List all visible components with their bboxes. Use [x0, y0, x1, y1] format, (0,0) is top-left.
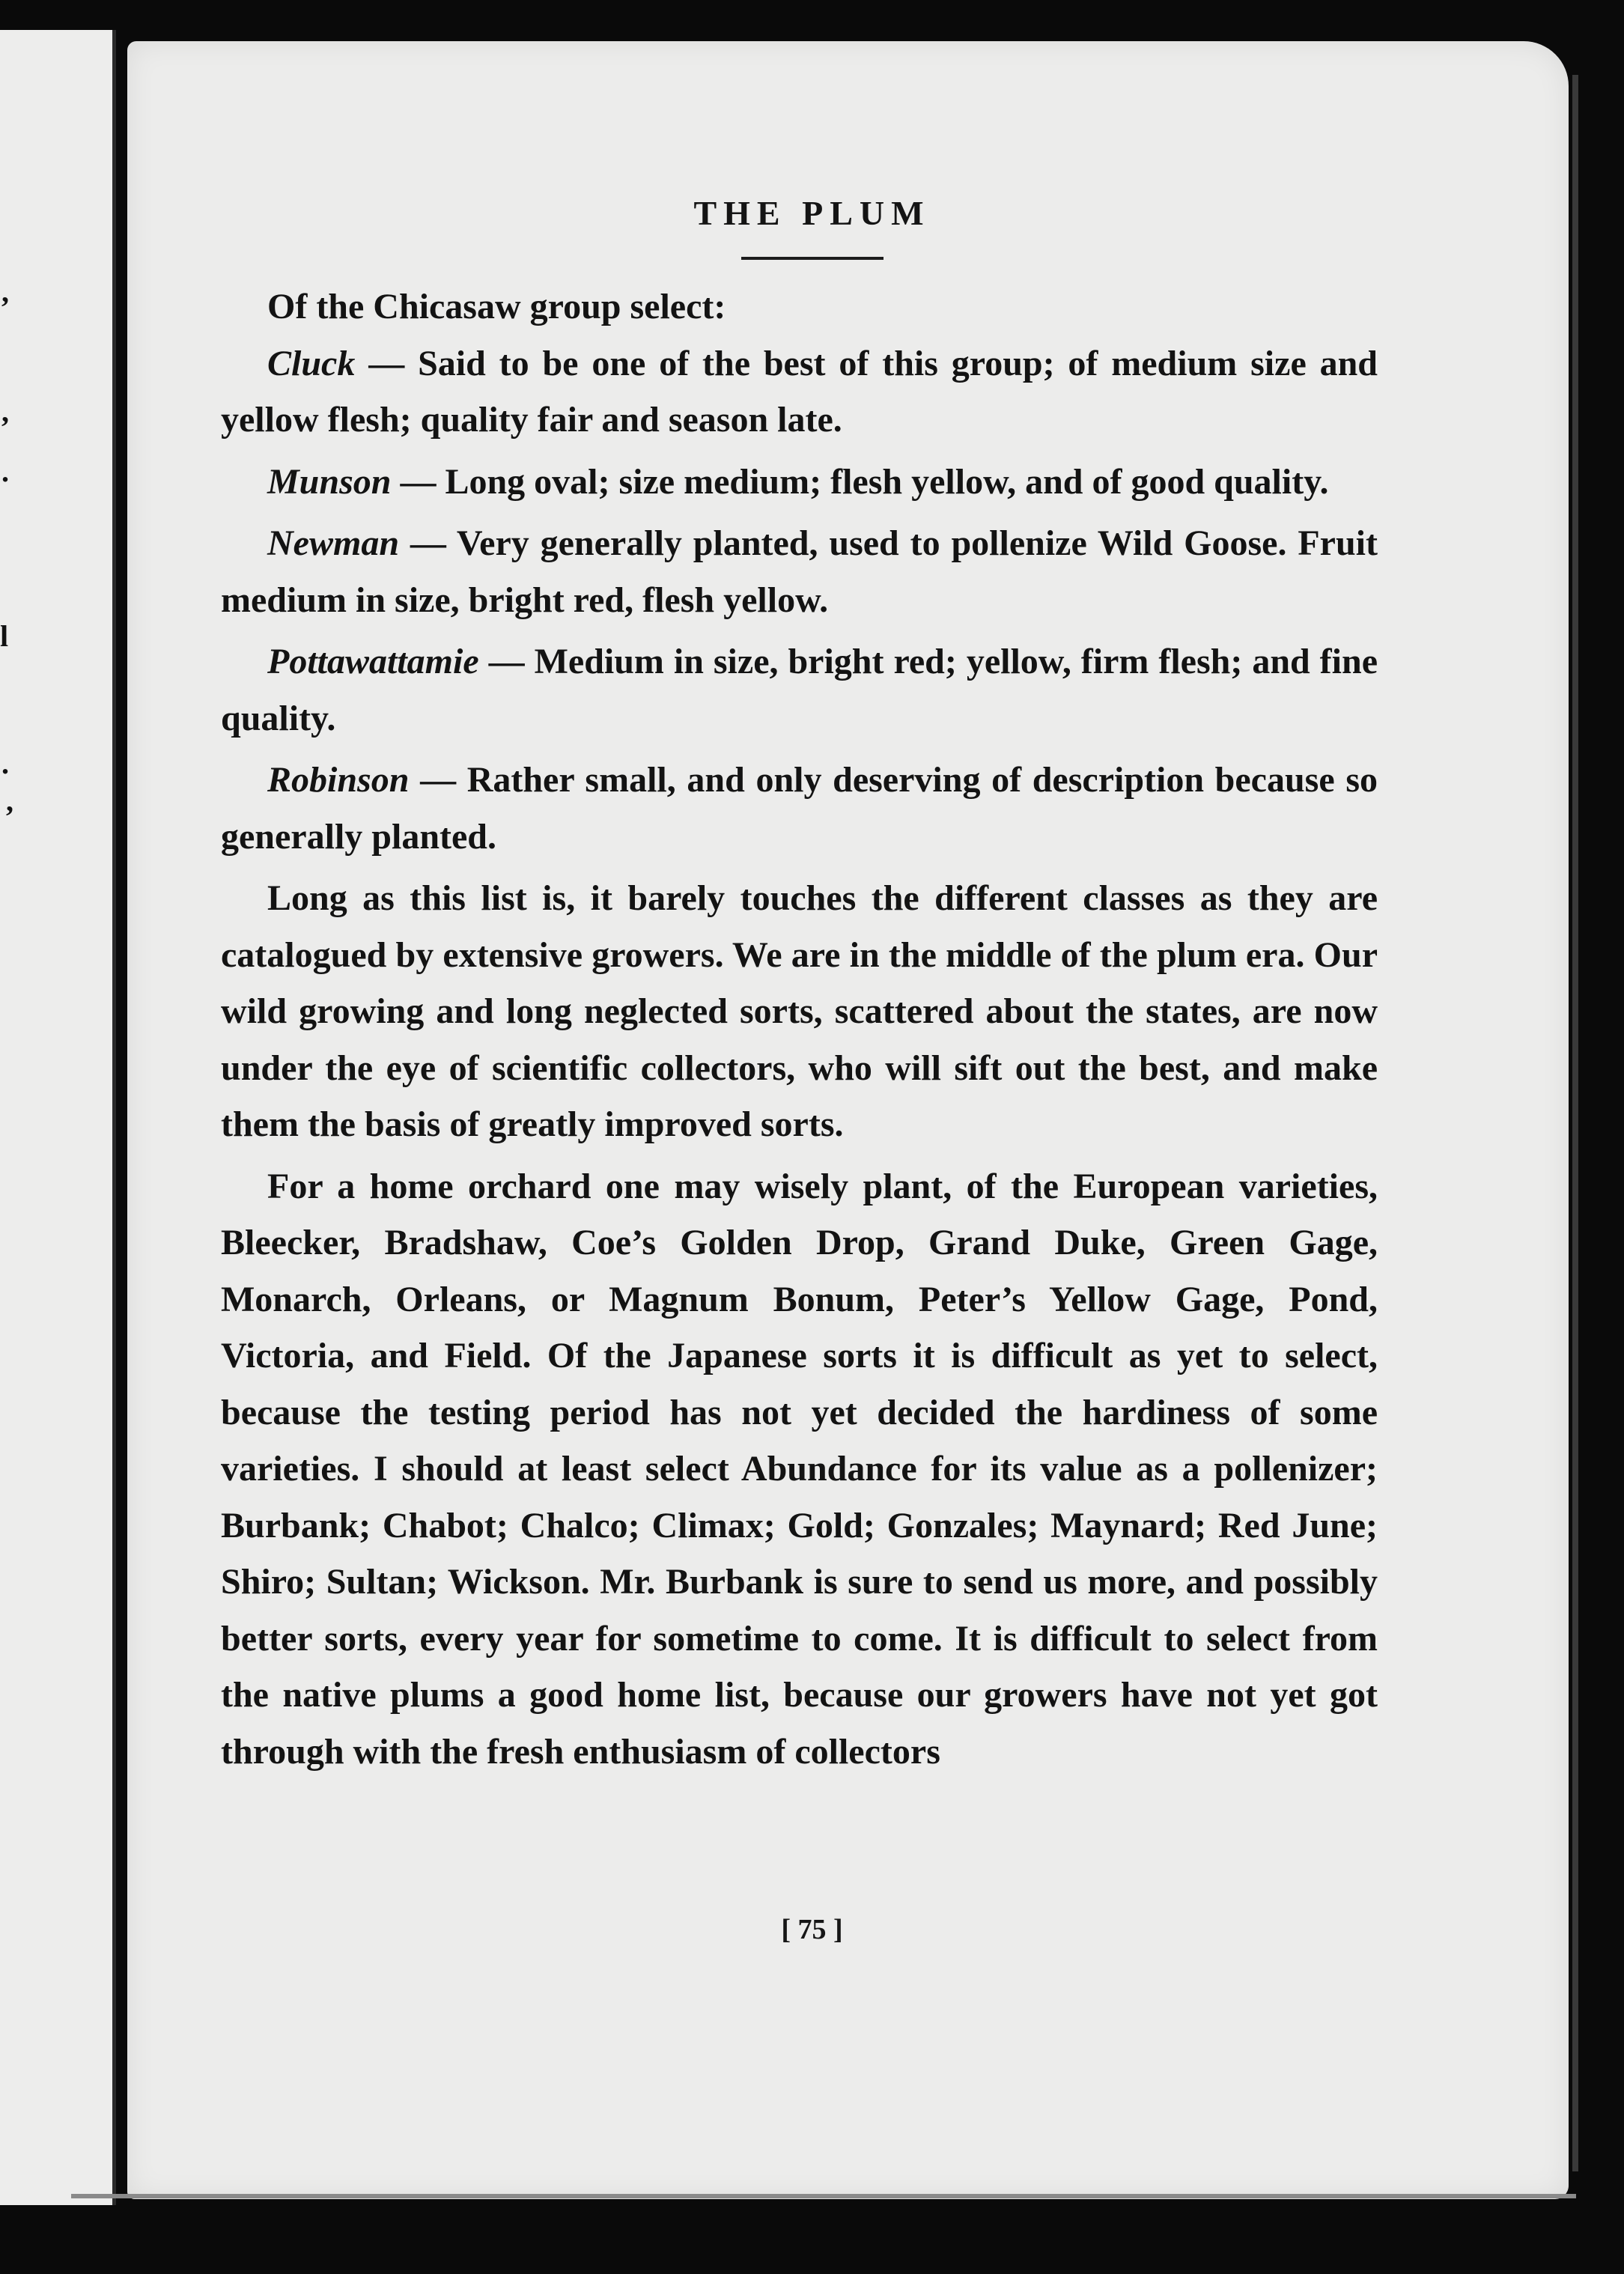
facing-page-mark: ,	[1, 395, 9, 428]
paragraph-text: — Very generally planted, used to pollenize Wild Goose. Fruit medium in size, bright red, flesh yellow.	[221, 523, 1378, 620]
paragraph-pottawattamie	[221, 633, 1378, 747]
running-head: THE PLUM	[693, 194, 931, 232]
paragraph-text: — Medium in size, bright red; yellow, firm flesh; and fine quality.	[221, 642, 1378, 738]
variety-name: Cluck	[267, 343, 356, 383]
variety-name: Pottawattamie	[267, 642, 479, 681]
variety-name: Newman	[267, 523, 400, 563]
variety-name: Munson	[267, 461, 392, 502]
paragraph-munson	[221, 454, 1378, 511]
paragraph-text: — Said to be one of the best of this group; of medium size and yellow flesh; quality fair and season late.	[221, 343, 1378, 440]
paragraph-robinson	[221, 752, 1378, 865]
paragraph-newman	[221, 515, 1378, 628]
facing-page-mark: l	[0, 619, 9, 653]
paragraph-long-as	[221, 870, 1378, 1153]
page-bottom-edge	[71, 2194, 1576, 2198]
paragraph-cluck	[221, 335, 1378, 449]
variety-name: Robinson	[267, 760, 410, 800]
paragraph-intro	[221, 279, 1378, 335]
head-rule	[741, 257, 884, 260]
paragraph-home-orchard	[221, 1158, 1378, 1781]
paragraph-text: — Rather small, and only deserving of description because so generally planted.	[221, 760, 1378, 857]
facing-page-mark: ,	[1, 275, 9, 308]
facing-page-mark: ,	[6, 784, 13, 818]
page-number: [ 75 ]	[781, 1914, 843, 1945]
paragraph-text: For a home orchard one may wisely plant, of the European varieties, Bleecker, Bradshaw, Coe’s Golden Drop, Grand Duke, Green Gage, Monarch, Orleans, or Magnum Bonum, Peter’s Yellow Gage, Pond, Victoria, and Field. Of the Japanese sorts it is difficult as yet to select, because the testing period has not yet decided the hardiness of some varieties. I should at least select Abundance for its value as a pollenizer; Burbank; Chabot; Chalco; Climax; Gold; Gonzales; Maynard; Red June; Shiro; Sultan; Wickson. Mr. Burbank is sure to send us more, and possibly better sorts, every year for sometime to come. It is difficult to select from the native plums a good home list, because our growers have not yet got through with the fresh enthusiasm of collectors	[221, 1166, 1378, 1772]
paragraph-text: Of the Chicasaw group select:	[267, 287, 726, 326]
facing-page-mark: .	[1, 455, 9, 488]
paragraph-text: — Long oval; size medium; flesh yellow, and of good quality.	[391, 461, 1329, 502]
facing-page-edge	[0, 30, 116, 2205]
facing-page-mark: .	[1, 747, 9, 780]
paragraph-text: Long as this list is, it barely touches the different classes as they are catalogued by extensive growers. We are in the middle of the plum era. Our wild growing and long neglected sorts, scattered about the states, are now under the eye of scientific collectors, who will sift out the best, and make them the basis of greatly improved sorts.	[221, 878, 1378, 1144]
body-text	[221, 279, 1378, 1780]
page-edge-shadow	[1572, 75, 1578, 2171]
